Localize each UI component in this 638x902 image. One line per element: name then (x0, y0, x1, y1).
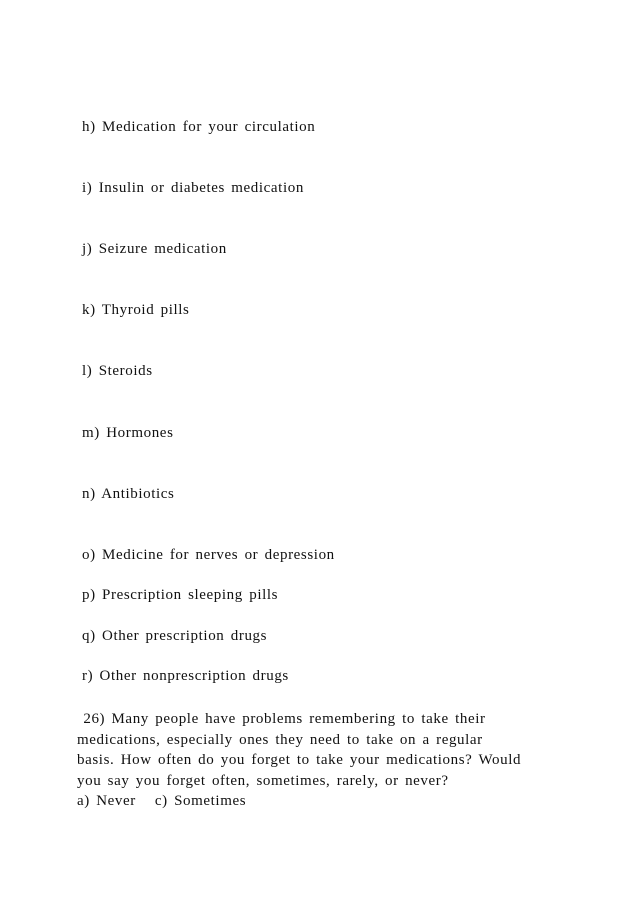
list-item-seizure-medication: j) Seizure medication (82, 241, 227, 257)
list-item-sleeping-pills: p) Prescription sleeping pills (82, 587, 279, 603)
list-item-nerves-depression-medicine: o) Medicine for nerves or depression (82, 547, 335, 563)
question-line: 26) Many people have problems remembering to take their (77, 711, 486, 727)
list-item-hormones: m) Hormones (82, 425, 174, 441)
question-line: medications, especially ones they need to take on a regular (77, 731, 483, 748)
list-item-other-prescription-drugs: q) Other prescription drugs (82, 628, 268, 644)
answer-options: a) Never c) Sometimes (77, 793, 247, 809)
question-26 (77, 709, 567, 812)
question-line: you say you forget often, sometimes, rarely, or never? (77, 772, 449, 789)
list-item-insulin-medication: i) Insulin or diabetes medication (82, 180, 304, 196)
list-item-antibiotics: n) Antibiotics (82, 486, 175, 502)
list-item-circulation-medication: h) Medication for your circulation (82, 119, 316, 135)
list-item-steroids: l) Steroids (82, 363, 153, 379)
question-line: basis. How often do you forget to take your medications? Would (77, 752, 522, 768)
list-item-other-nonprescription-drugs: r) Other nonprescription drugs (82, 668, 289, 684)
list-item-thyroid-pills: k) Thyroid pills (82, 302, 190, 318)
